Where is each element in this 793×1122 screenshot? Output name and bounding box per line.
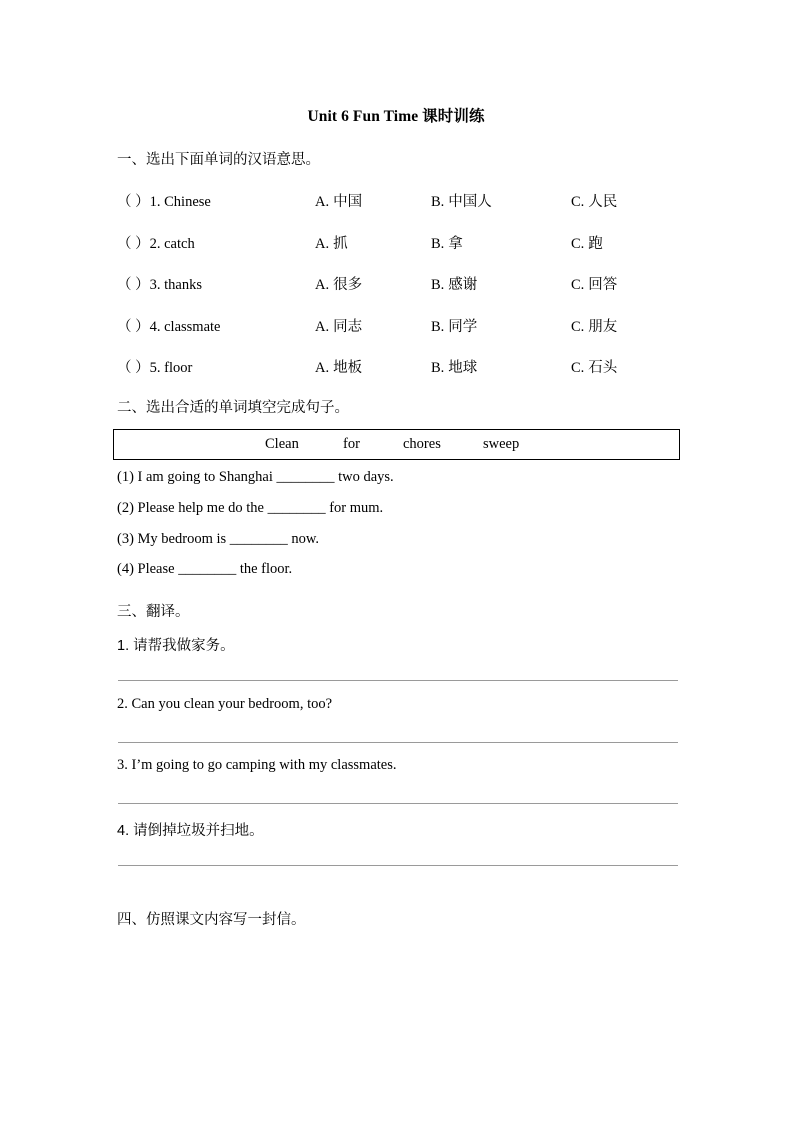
mcq-option-text: 中国 [333, 194, 363, 210]
translation-item [0, 819, 793, 881]
mcq-stem[interactable]: （ ）4. classmate [117, 318, 221, 335]
mcq-option-text: 感谢 [448, 277, 478, 293]
mcq-option[interactable] [571, 232, 603, 253]
mcq-option-letter: B. [431, 318, 445, 335]
mcq-option-text: 抓 [333, 235, 348, 252]
translation-item [0, 696, 793, 758]
multiple-choice-list [0, 190, 793, 398]
mcq-stem[interactable]: （ ）5. floor [117, 360, 193, 376]
mcq-option-text: 同学 [448, 318, 478, 335]
mcq-option[interactable] [571, 315, 617, 336]
mcq-option-letter: C. [571, 235, 585, 252]
translation-list [0, 634, 793, 880]
mcq-option-letter: B. [431, 194, 445, 210]
mcq-row [0, 273, 793, 315]
mcq-option[interactable] [431, 190, 492, 211]
mcq-option[interactable] [315, 232, 348, 253]
mcq-option-letter: C. [571, 194, 585, 210]
mcq-row [0, 232, 793, 274]
mcq-option-letter: A. [315, 318, 330, 335]
mcq-option[interactable] [571, 273, 617, 294]
fill-in-blank-row [0, 531, 793, 562]
mcq-option-letter: B. [431, 277, 445, 293]
mcq-option-text: 跑 [588, 235, 603, 252]
word-bank-item[interactable]: Clean [265, 436, 299, 452]
mcq-option[interactable] [571, 356, 617, 377]
mcq-row [0, 315, 793, 357]
word-bank-item[interactable]: chores [403, 436, 441, 452]
fill-in-blank-text[interactable]: (3) My bedroom is ________ now. [117, 530, 320, 547]
translation-prompt: 4. 请倒掉垃圾并扫地。 [117, 822, 264, 839]
mcq-option[interactable] [571, 190, 617, 211]
mcq-option-text: 中国人 [448, 194, 492, 210]
mcq-option[interactable] [431, 356, 477, 377]
mcq-option-letter: B. [431, 360, 445, 376]
mcq-option[interactable] [431, 232, 463, 253]
mcq-row [0, 356, 793, 398]
fill-in-blank-list [0, 469, 793, 592]
mcq-option-letter: B. [431, 235, 445, 252]
mcq-option-text: 地球 [448, 360, 478, 376]
mcq-option[interactable] [315, 273, 362, 294]
fill-in-blank-row [0, 469, 793, 500]
fill-in-blank-row [0, 500, 793, 531]
mcq-option-text: 拿 [448, 235, 463, 252]
mcq-option-text: 地板 [333, 360, 363, 376]
translation-prompt: 2. Can you clean your bedroom, too? [117, 695, 333, 712]
fill-in-blank-text[interactable]: (2) Please help me do the ________ for mum. [117, 499, 384, 516]
mcq-option-letter: A. [315, 194, 330, 210]
mcq-option-letter: A. [315, 235, 330, 252]
mcq-option-text: 很多 [333, 277, 363, 293]
fill-in-blank-text[interactable]: (1) I am going to Shanghai ________ two days. [117, 469, 394, 485]
section-heading-2: 二、选出合适的单词填空完成句子。 [117, 400, 349, 416]
mcq-option[interactable] [315, 190, 362, 211]
section-heading-1: 一、选出下面单词的汉语意思。 [117, 152, 320, 168]
fill-in-blank-text[interactable]: (4) Please ________ the floor. [117, 561, 293, 578]
translation-item [0, 634, 793, 696]
mcq-option[interactable] [315, 356, 362, 377]
answer-line[interactable] [118, 865, 678, 866]
word-bank-box [113, 429, 680, 460]
translation-prompt: 1. 请帮我做家务。 [117, 638, 235, 654]
word-bank-item[interactable]: sweep [483, 436, 520, 452]
answer-line[interactable] [118, 742, 678, 743]
mcq-stem[interactable]: （ ）3. thanks [117, 277, 202, 293]
mcq-stem[interactable]: （ ）1. Chinese [117, 194, 211, 210]
mcq-option-letter: C. [571, 360, 585, 376]
mcq-row [0, 190, 793, 232]
section-heading-3: 三、翻译。 [117, 604, 190, 620]
mcq-option-text: 同志 [333, 318, 363, 335]
mcq-option[interactable] [315, 315, 362, 336]
mcq-option-letter: A. [315, 360, 330, 376]
mcq-option-text: 石头 [588, 360, 618, 376]
mcq-option[interactable] [431, 273, 477, 294]
mcq-stem[interactable]: （ ）2. catch [117, 235, 195, 252]
mcq-option-letter: C. [571, 318, 585, 335]
mcq-option[interactable] [431, 315, 477, 336]
word-bank-item[interactable]: for [343, 436, 360, 452]
fill-in-blank-row [0, 561, 793, 592]
answer-line[interactable] [118, 803, 678, 804]
translation-prompt: 3. I’m going to go camping with my classmates. [117, 757, 397, 773]
mcq-option-letter: C. [571, 277, 585, 293]
mcq-option-text: 朋友 [588, 318, 618, 335]
section-heading-4: 四、仿照课文内容写一封信。 [117, 912, 306, 928]
page-title: Unit 6 Fun Time 课时训练 [307, 108, 485, 125]
mcq-option-letter: A. [315, 277, 330, 293]
answer-line[interactable] [118, 680, 678, 681]
mcq-option-text: 人民 [588, 194, 618, 210]
mcq-option-text: 回答 [588, 277, 618, 293]
translation-item [0, 757, 793, 819]
